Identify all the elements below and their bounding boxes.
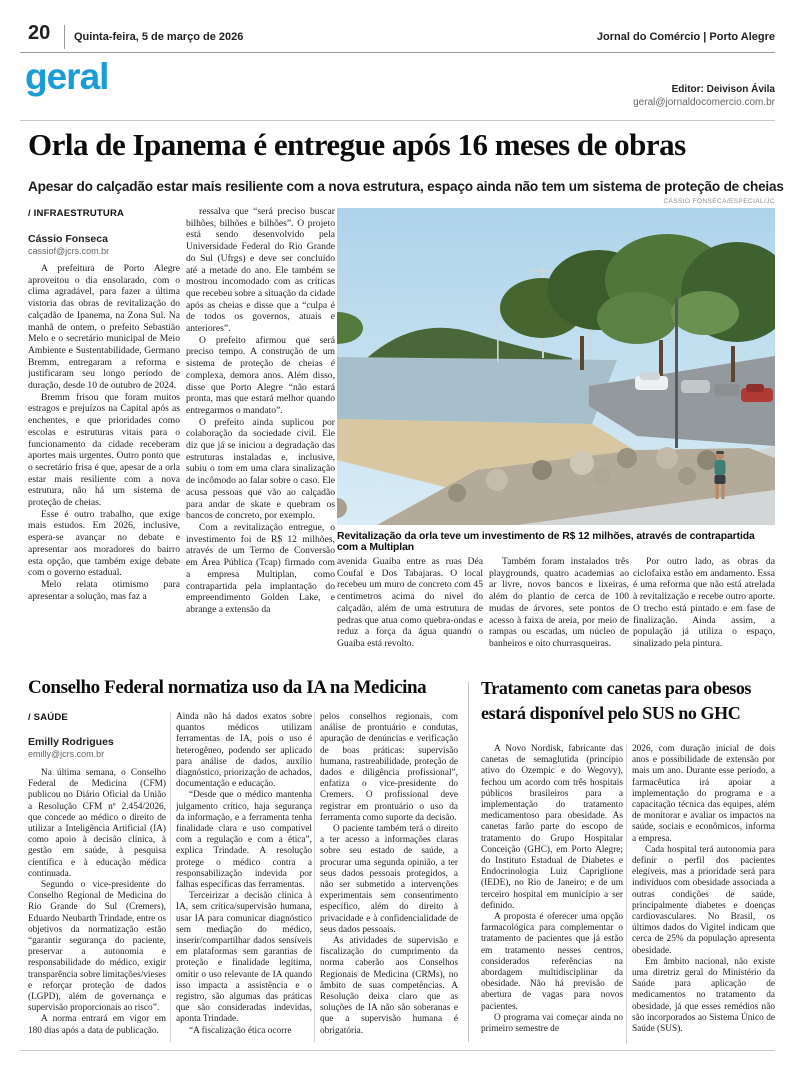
column-rule: [626, 744, 627, 1044]
lead-column-3: [337, 556, 483, 688]
paragraph: As atividades de supervisão e fiscalização do cumprimento da norma caberão aos Conselhos Regionais de Medicina (CRMs), no âmbito de suas competências. A Resolução deixa claro que as soluções de IA não são soberanas e que a supervisão humana é obrigatória.: [320, 936, 458, 1036]
paragraph: Segundo o vice-presidente do Conselho Regional de Medicina do Rio Grande do Sul (Cremers), Eduardo Neubarth Trindade, entre os objetivos da normatização estão “garantir segurança do paciente, preservar a autonomia e responsabilidade do médico, exigir transparência sobre limitações/vieses e reforçar proteção de dados (LGPD), além de governança e supervisão proporcionais ao risco”.: [28, 880, 166, 1014]
paragraph: A norma entrará em vigor em 180 dias após a data de publicação.: [28, 1014, 166, 1036]
paragraph: A Novo Nordisk, fabricante das canetas de semaglutida (princípio ativo do Ozempic e do Wegovy), fechou um acordo com três hospitais públicos brasileiros para a implementação do tratamento medicamentoso para obesidade. As canetas farão parte do escopo de tratamento do Grupo Hospitalar Conceição (GHC), em Porto Alegre; do Instituto Estadual de Diabetes e Endocrinologia Luiz Capriglione (IEDE), no Rio de Janeiro; e de um terceiro hospital em município a ser definido.: [481, 744, 623, 911]
health-kicker: / SAÚDE: [28, 712, 68, 723]
paragraph: Com a revitalização entregue, o investimento foi de R$ 12 milhões, através de um Termo de Conversão em Área Pública (Tcap) firmado com a empresa Multiplan, como contrapartida pela implantação do empreendimento Golden Lake, e abrange a extensão da: [186, 521, 335, 615]
health-headline: Conselho Federal normatiza uso da IA na Medicina: [28, 677, 427, 698]
column-rule: [170, 712, 171, 1042]
lead-author-email: cassiof@jcrs.com.br: [28, 246, 110, 256]
lead-column-5: [633, 556, 775, 688]
paragraph: Melo relata otimismo para apresentar a solução, mas faz a: [28, 578, 180, 602]
paragraph: Esse é outro trabalho, que exige mais estudos. Em 2026, inclusive, espera-se avançar no debate e apresentar aos moradores do bairro esta opção, que também exige debate com o governo estadual.: [28, 508, 180, 579]
paragraph: O prefeito ainda suplicou por colaboração da sociedade civil. Ele diz que já se iniciou a degradação das estruturas instaladas e, inclusive, subiu o tom em uma clara sinalização de incômodo ao falar sobre o caso. Ele acusa pessoas que vão ao calçadão para andar de skate e quebram os bancos de concreto, por exemplo.: [186, 416, 335, 522]
health-column-2: [176, 712, 312, 1044]
sus-column-2: [632, 744, 775, 1044]
paragraph: “A fiscalização ética ocorre: [189, 1025, 292, 1036]
lead-author: Cássio Fonseca: [28, 233, 108, 245]
paragraph: Por outro lado, as obras da ciclofaixa estão em andamento. Essa é uma reforma que não está atrelada à revitalização e recebe outro aporte. O trecho está pintado e em fase de finalização. Ainda assim, a população já utiliza o espaço, sinalizado pela pintura.: [633, 556, 775, 649]
page-number: 20: [28, 22, 51, 44]
paragraph: Na última semana, o Conselho Federal de Medicina (CFM) publicou no Diário Oficial da União a Resolução CFM nº 2.454/2026, que concede ao médico o direito de utilizar a Inteligência Artificial (IA) como apoio à decisão clínica, à gestão em saúde, à pesquisa científica e à educação médica continuada.: [28, 768, 166, 879]
lead-column-1: [28, 263, 180, 663]
paragraph: A proposta é oferecer uma opção farmacológica para complementar o tratamento de pacientes que já estão em tratamento nesses centros, considerados referências na abordagem multidisciplinar da obesidade. Não há previsão de abertura de vagas para novos pacientes.: [481, 912, 623, 1012]
editor-name: Editor: Deivison Ávila: [671, 84, 775, 95]
paragraph: O programa vai começar ainda no primeiro semestre de: [481, 1012, 623, 1035]
paragraph: Terceirizar a decisão clínica à IA, sem crítica/supervisão humana, usar IA para comunicar diagnóstico sem mediação do médico, inserir/compartilhar dados sensíveis em plataformas sem garantias de proteção e finalidade legítima, omitir o uso relevante de IA quando isso impacta a assistência e o registro, são algumas das práticas que são consideradas indevidas, aponta Trindade.: [176, 891, 312, 1025]
paragraph: “Desde que o médico mantenha julgamento crítico, haja segurança da informação, e a ferramenta tenha finalidade clara e uso compatível com a regulação e com a ética”, explica Trindade. A resolução protege o médico contra a responsabilização indevida por falhas específicas das ferramentas.: [176, 790, 312, 891]
section-title: geral: [25, 56, 109, 97]
paragraph: A prefeitura de Porto Alegre aproveitou o dia ensolarado, com o clima agradável, para fazer a última vistoria das obras de revitalização do calçadão de Ipanema, na Zona Sul. Na manhã de ontem, o prefeito Sebastião Melo e o secretário municipal de Meio Ambiente e Sustentabilidade, Germano Bremm, entregaram a reforma e justificaram seu longo período de duração, desde 10 de outubro de 2024.: [28, 263, 180, 392]
health-author: Emilly Rodrigues: [28, 736, 114, 748]
header-date: Quinta-feira, 5 de março de 2026: [74, 31, 244, 43]
editor-block: [633, 84, 775, 109]
paragraph: O prefeito afirmou que será preciso tempo. A construção de um sistema de proteção de cheias é complexa, demora anos. Além disso, disse que Porto Alegre “não estará pronta, mas que estará melhor quando entregarmos o mandato”.: [186, 334, 335, 416]
article-divider: [468, 682, 469, 1042]
editor-email: geral@jornaldocomercio.com.br: [633, 96, 775, 108]
paragraph: Ainda não há dados exatos sobre quantos médicos utilizam ferramentas de IA, pois o uso é heterogêneo, podendo ser aplicado para análise de dados, auxílio diagnóstico, priorização de achados, documentação e educação.: [176, 712, 312, 790]
header-rule: [20, 52, 775, 53]
paragraph: Em âmbito nacional, não existe uma diretriz geral do Ministério da Saúde para aplicação de medicamentos no tratamento da obesidade, já que esses remédios não são incorporados ao Sistema Único de Saúde (SUS).: [632, 956, 775, 1035]
masthead: Jornal do Comércio | Porto Alegre: [596, 31, 775, 43]
photo-illustration: [337, 208, 775, 525]
lead-column-4: [489, 556, 629, 688]
lead-headline: Orla de Ipanema é entregue após 16 meses de obras: [28, 127, 686, 162]
health-author-email: emilly@jcrs.com.br: [28, 749, 105, 759]
paragraph: ressalva que “será preciso buscar bilhões, bilhões e bilhões”. O projeto está sendo desenvolvido pela Universidade Federal do Rio Grande do Sul (Ufrgs) e deve ser concluído até a metade do ano. Ele também se mostrou incomodado com as críticas que recebeu sobre a situação da cidade após as cheias e disse que a “culpa é de todos os governos, atuais e anteriores”.: [186, 206, 335, 335]
column-rule: [314, 712, 315, 1042]
lead-kicker: / INFRAESTRUTURA: [28, 208, 125, 219]
health-column-3: [320, 712, 458, 1044]
lead-column-2: [186, 206, 335, 664]
sus-column-1: [481, 744, 623, 1044]
paragraph: 2026, com duração inicial de dois anos e possibilidade de extensão por mais um ano. Durante esse período, a farmacêutica irá apoiar a implementação do programa e a capacitação técnica das equipes, além de monitorar e avaliar os impactos na saúde, sociais e econômicos, informa a empresa.: [632, 744, 775, 844]
section-rule: [20, 120, 775, 121]
photo-credit: CÁSSIO FONSECA/ESPECIAL/JC: [663, 198, 775, 205]
lead-subhead: Apesar do calçadão estar mais resiliente com a nova estrutura, espaço ainda não tem um sistema de proteção de cheias: [28, 179, 784, 194]
paragraph: pelos conselhos regionais, com análise de prontuário e condutas, apuração de denúncias e verificação de boas práticas: supervisão humana, rastreabilidade, proteção de dados e diligência profissional”, enfatiza o vice-presidente do Cremers. O profissional deve registrar em prontuário o uso da ferramenta como suporte da decisão.: [320, 712, 458, 823]
paragraph: Cada hospital terá autonomia para definir o perfil dos pacientes elegíveis, mas a prioridade será para indivíduos com obesidade associada a outras condições de saúde, principalmente diabetes e doenças cardiovasculares. No Brasil, os últimos dados do Vigitel indicam que cerca de 25% da população apresenta obesidade.: [632, 844, 775, 956]
paragraph: Também foram instalados três playgrounds, quatro academias ao ar livre, novos bancos e lixeiras, além do plantio de cerca de 100 mudas de árvores, sete pontos de acesso à faixa de areia, por meio de rampas ou escadas, um núcleo de banheiros e oito churrasqueiras.: [489, 556, 629, 649]
orla-photo: [337, 208, 775, 525]
health-column-1: [28, 768, 166, 1044]
header-divider: [64, 25, 65, 49]
water: [337, 357, 617, 424]
paragraph: O paciente também terá o direito a ter acesso a informações claras sobre seu estado de saúde, a procurar uma segunda opinião, a ter seus dados pessoais protegidos, a não ser submetido a intervenções experimentais sem consentimento específico, além do direito à privacidade e à confidencialidade de seus dados pessoais.: [320, 824, 458, 935]
sus-headline: Tratamento com canetas para obesos estará disponível pelo SUS no GHC: [481, 678, 752, 724]
paragraph: Bremm frisou que foram muitos estragos e prejuízos na Capital após as enchentes, e que prioridades como escolas e estruturas vitais para o funcionamento da cidade receberam aportes mais urgentes. Outro ponto que o secretário frisa é que, apesar de a orla estar mais resiliente com a nova estrutura, não há um sistema de proteção de cheias.: [28, 391, 180, 509]
utility-pole: [675, 298, 678, 448]
photo-caption: Revitalização da orla teve um investimento de R$ 12 milhões, através de contrapartida com a Multiplan: [337, 531, 755, 553]
footer-rule: [20, 1050, 775, 1051]
paragraph: avenida Guaíba entre as ruas Déa Coufal e Dos Tabajaras. O local recebeu um muro de concreto com 45 centímetros acima do nível do calçadão, além de uma estrutura de pedras que atua como quebra-ondas e reduz a força da água quando o Guaíba está revolto.: [337, 556, 483, 649]
